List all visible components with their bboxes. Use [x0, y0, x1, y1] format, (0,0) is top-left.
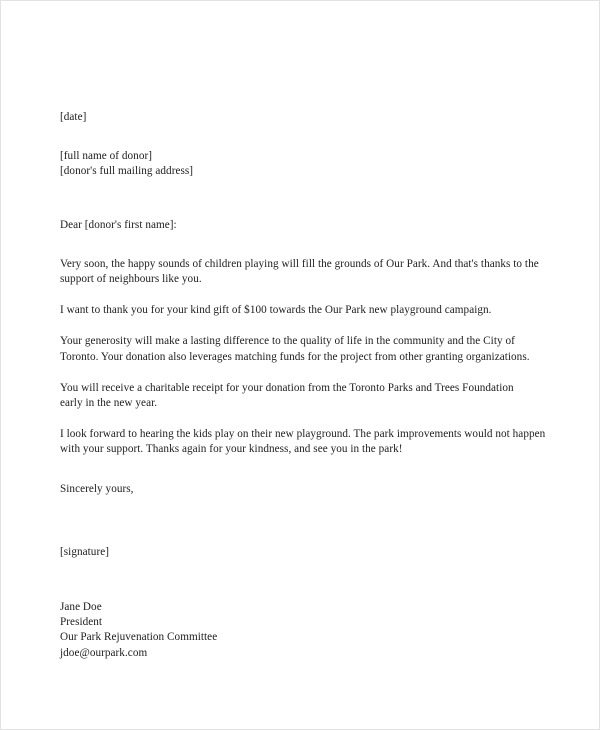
recipient-address-block	[60, 149, 552, 179]
spacer-after-address	[60, 180, 552, 218]
signature-placeholder: [signature]	[60, 545, 110, 558]
signer-block	[60, 600, 552, 661]
salutation: Dear [donor's first name]:	[60, 218, 177, 231]
body-paragraph-5: I look forward to hearing the kids play on their new playground. The park improvements would not happen with your support. Thanks again for your kindness, and see you in the park!	[60, 428, 546, 456]
spacer-before-closing	[60, 458, 552, 482]
body-paragraph-1: Very soon, the happy sounds of children playing will fill the grounds of Our Park. And that's thanks to the support of neighbours like you.	[60, 257, 539, 286]
spacer-before-signer	[60, 560, 552, 600]
signer-title: President	[60, 616, 103, 629]
spacer-after-date	[60, 125, 552, 149]
spacer-paragraph-2	[60, 318, 552, 334]
recipient-address-placeholder: [donor's full mailing address]	[60, 165, 194, 178]
recipient-name-placeholder: [full name of donor]	[60, 150, 153, 163]
body-paragraph-4: You will receive a charitable receipt for your donation from the Toronto Parks and Trees Foundation early in the new year.	[60, 381, 514, 410]
spacer-paragraph-3	[60, 365, 552, 381]
spacer-before-signature	[60, 497, 552, 545]
body-paragraph-2: I want to thank you for your kind gift of $100 towards the Our Park new playground campaign.	[60, 304, 492, 317]
signer-name: Jane Doe	[60, 601, 102, 614]
date-placeholder: [date]	[60, 111, 87, 123]
spacer-paragraph-1	[60, 287, 552, 303]
closing: Sincerely yours,	[60, 482, 134, 495]
spacer-paragraph-4	[60, 411, 552, 427]
signer-email: jdoe@ourpark.com	[60, 646, 148, 659]
body-paragraph-3: Your generosity will make a lasting difference to the quality of life in the community and the City of Toronto. Your donation also leverages matching funds for the project from other granting organizations.	[60, 335, 530, 363]
letter-body	[60, 110, 552, 661]
signer-organization: Our Park Rejuvenation Committee	[60, 631, 218, 644]
spacer-after-salutation	[60, 233, 552, 257]
